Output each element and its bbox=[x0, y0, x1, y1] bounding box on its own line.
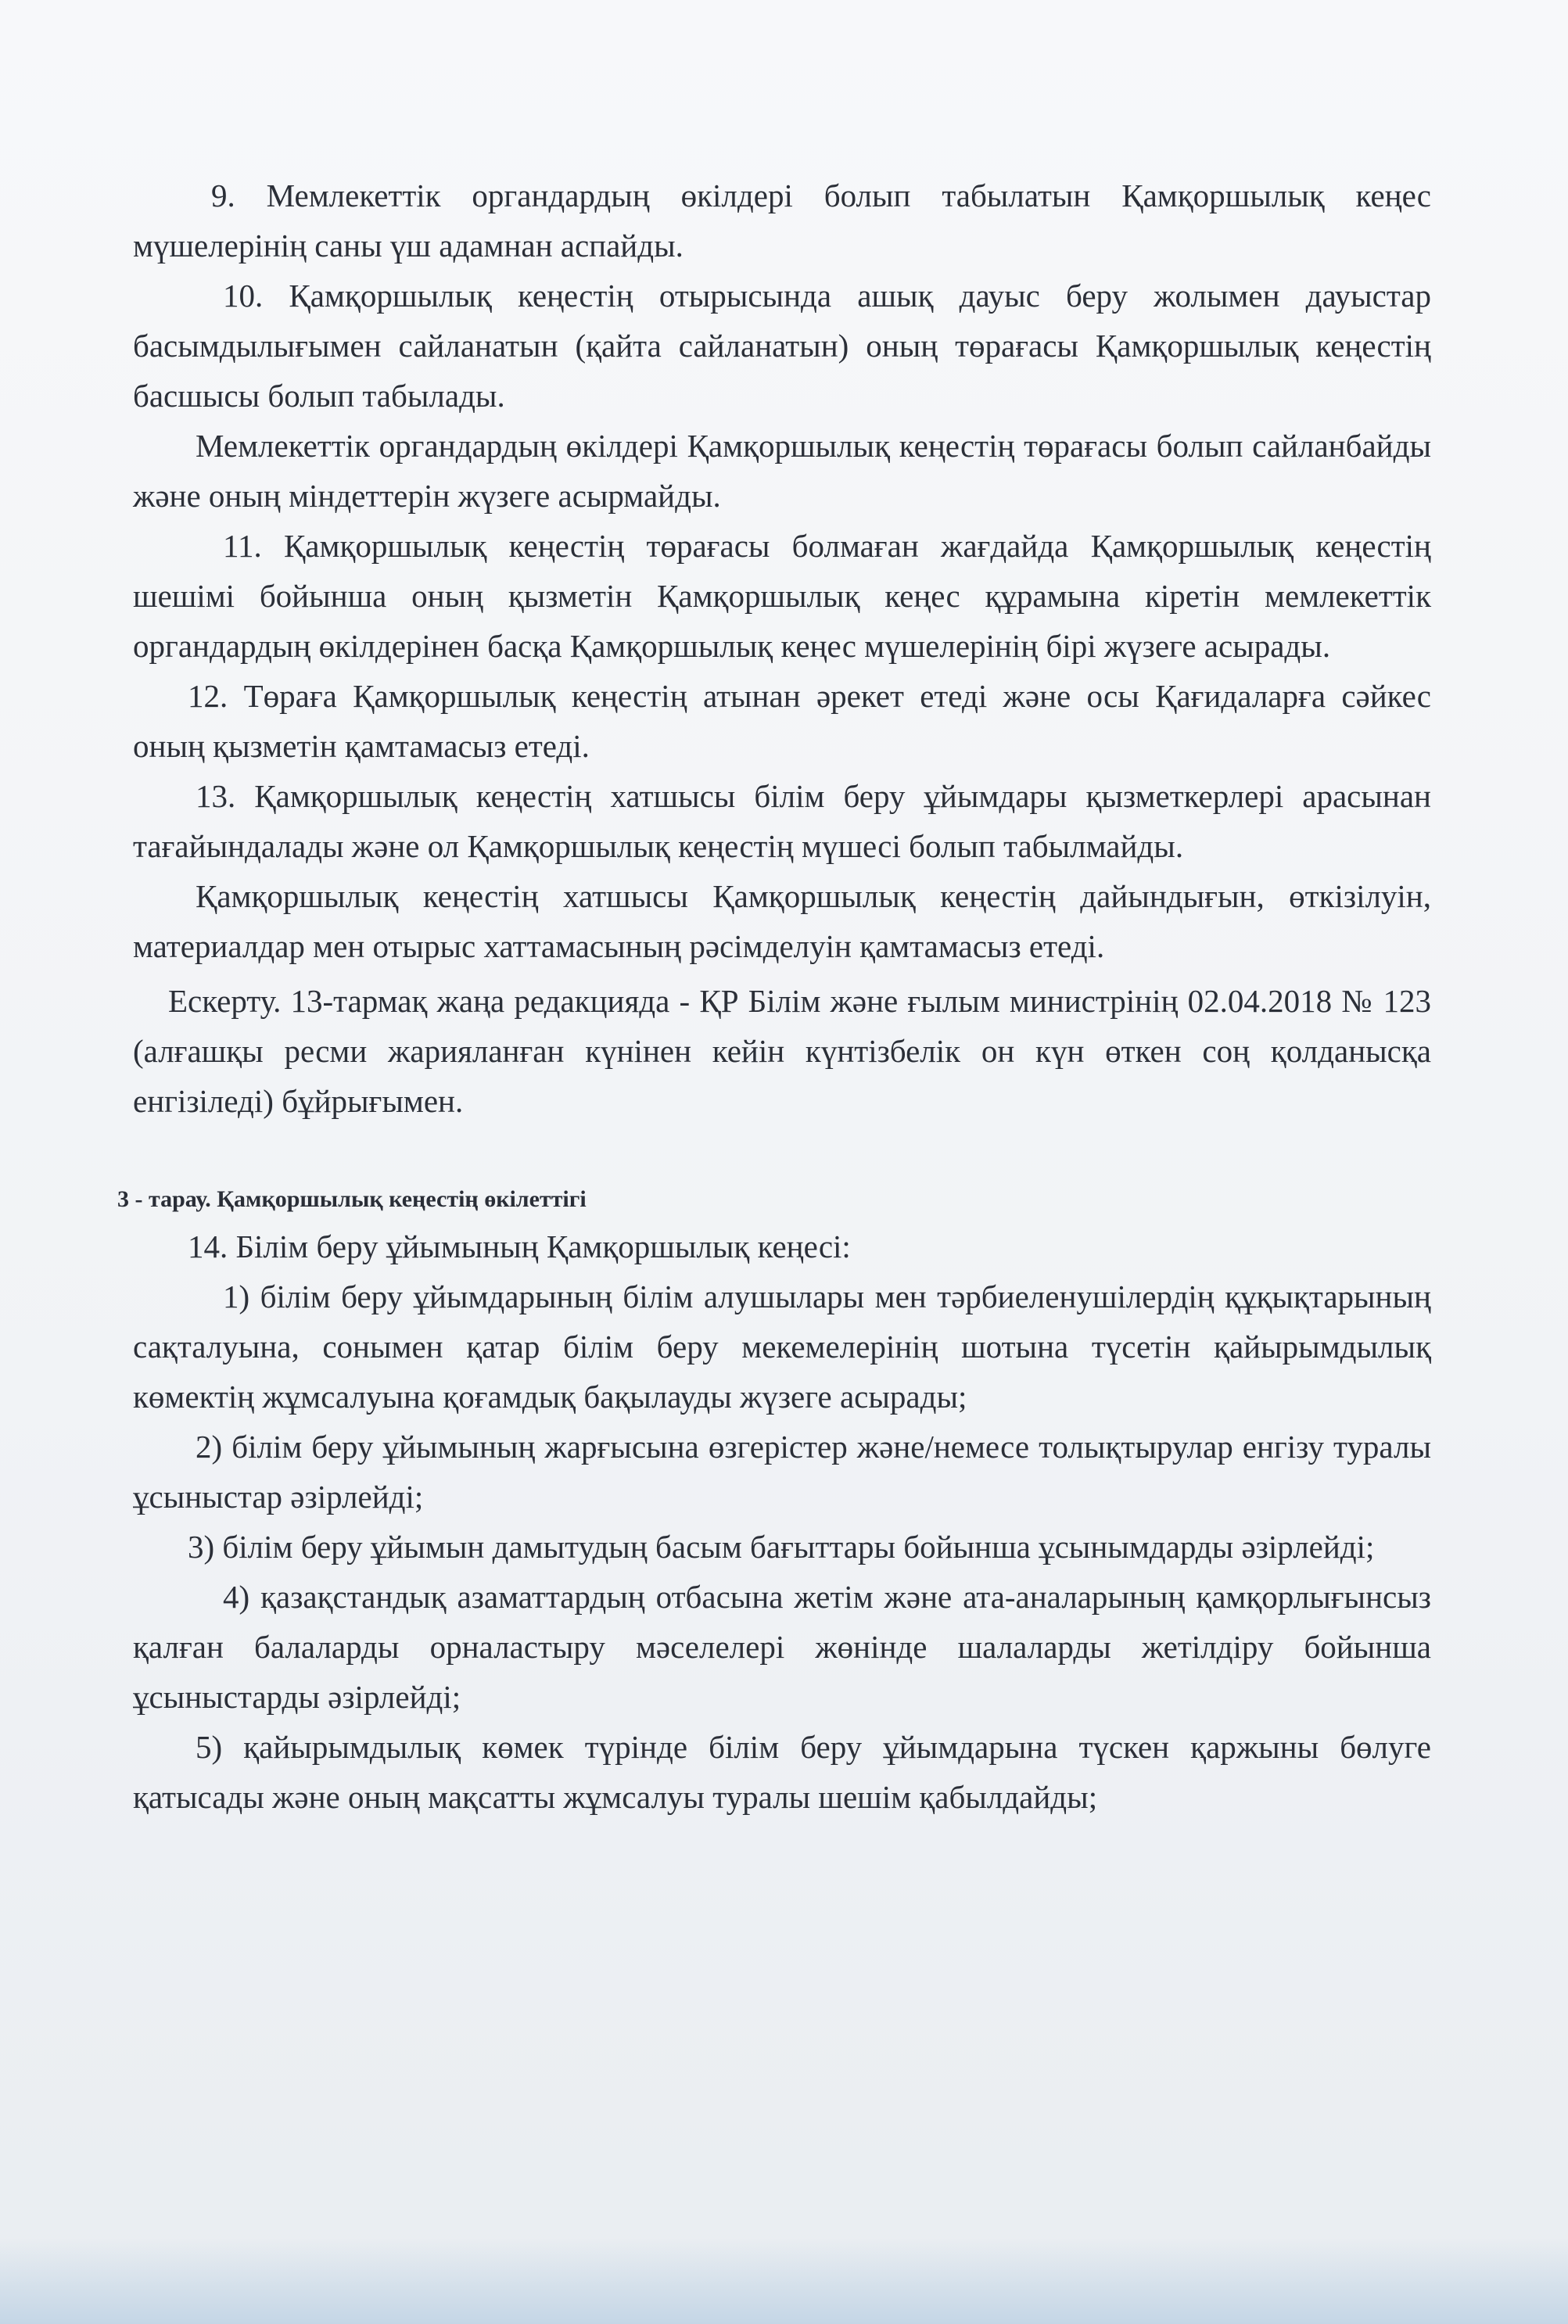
list-item-3: 3) білім беру ұйымын дамытудың басым бағыттары бойынша ұсынымдарды әзірлейді; bbox=[188, 1529, 1375, 1565]
chapter-heading: 3 - тарау. Қамқоршылық кеңестің өкілеттігі bbox=[117, 1186, 587, 1212]
list-item-4: 4) қазақстандық азаматтардың отбасына жетім және ата-аналарының қамқорлығынсыз қалған балаларды орналастыру мәселелері жөнінде шалаларды жетілдіру бойынша ұсыныстарды әзірлейді; bbox=[133, 1579, 1431, 1715]
paragraph-13: 13. Қамқоршылық кеңестің хатшысы білім беру ұйымдары қызметкерлері арасынан тағайындалады және ол Қамқоршылық кеңестің мүшесі болып табылмайды. bbox=[133, 778, 1431, 864]
paragraph-10-continued: Мемлекеттік органдардың өкілдері Қамқоршылық кеңестің төрағасы болып сайланбайды және оның міндеттерін жүзеге асырмайды. bbox=[133, 428, 1431, 514]
paragraph-12: 12. Төраға Қамқоршылық кеңестің атынан әрекет етеді және осы Қағидаларға сәйкес оның қызметін қамтамасыз етеді. bbox=[133, 678, 1431, 764]
paragraph-14: 14. Білім беру ұйымының Қамқоршылық кеңесі: bbox=[188, 1228, 851, 1264]
paragraph-9: 9. Мемлекеттік органдардың өкілдері болып табылатын Қамқоршылық кеңес мүшелерінің саны үш адамнан аспайды. bbox=[133, 178, 1431, 264]
document-body bbox=[117, 170, 1431, 1822]
list-item-5: 5) қайырымдылық көмек түрінде білім беру ұйымдарына түскен қаржыны бөлуге қатысады және оның мақсатты жұмсалуы туралы шешім қабылдайды; bbox=[133, 1729, 1431, 1815]
paragraph-11: 11. Қамқоршылық кеңестің төрағасы болмаған жағдайда Қамқоршылық кеңестің шешімі бойынша оның қызметін Қамқоршылық кеңес құрамына кіретін мемлекеттік органдардың өкілдерінен басқа Қамқоршылық кеңес мүшелерінің бірі жүзеге асырады. bbox=[133, 528, 1431, 664]
paragraph-10: 10. Қамқоршылық кеңестің отырысында ашық дауыс беру жолымен дауыстар басымдылығымен сайланатын (қайта сайланатын) оның төрағасы Қамқоршылық кеңестің басшысы болып табылады. bbox=[133, 278, 1431, 414]
list-item-1: 1) білім беру ұйымдарының білім алушылары мен тәрбиеленушілердің құқықтарының сақталуына, сонымен қатар білім беру мекемелерінің шотына түсетін қайырымдылық көмектің жұмсалуына қоғамдық бақылауды жүзеге асырады; bbox=[133, 1279, 1431, 1415]
paragraph-13-continued: Қамқоршылық кеңестің хатшысы Қамқоршылық кеңестің дайындығын, өткізілуін, материалдар мен отырыс хаттамасының рәсімделуін қамтамасыз етеді. bbox=[133, 878, 1431, 964]
amendment-note: Ескерту. 13-тармақ жаңа редакцияда - ҚР Білім және ғылым министрінің 02.04.2018 № 123 (алғашқы ресми жарияланған күнінен кейін күнтізбелік он күн өткен соң қолданысқа енгізіледі) бұйрығымен. bbox=[133, 983, 1431, 1119]
list-item-2: 2) білім беру ұйымының жарғысына өзгерістер және/немесе толықтырулар енгізу туралы ұсыныстар әзірлейді; bbox=[133, 1429, 1431, 1515]
